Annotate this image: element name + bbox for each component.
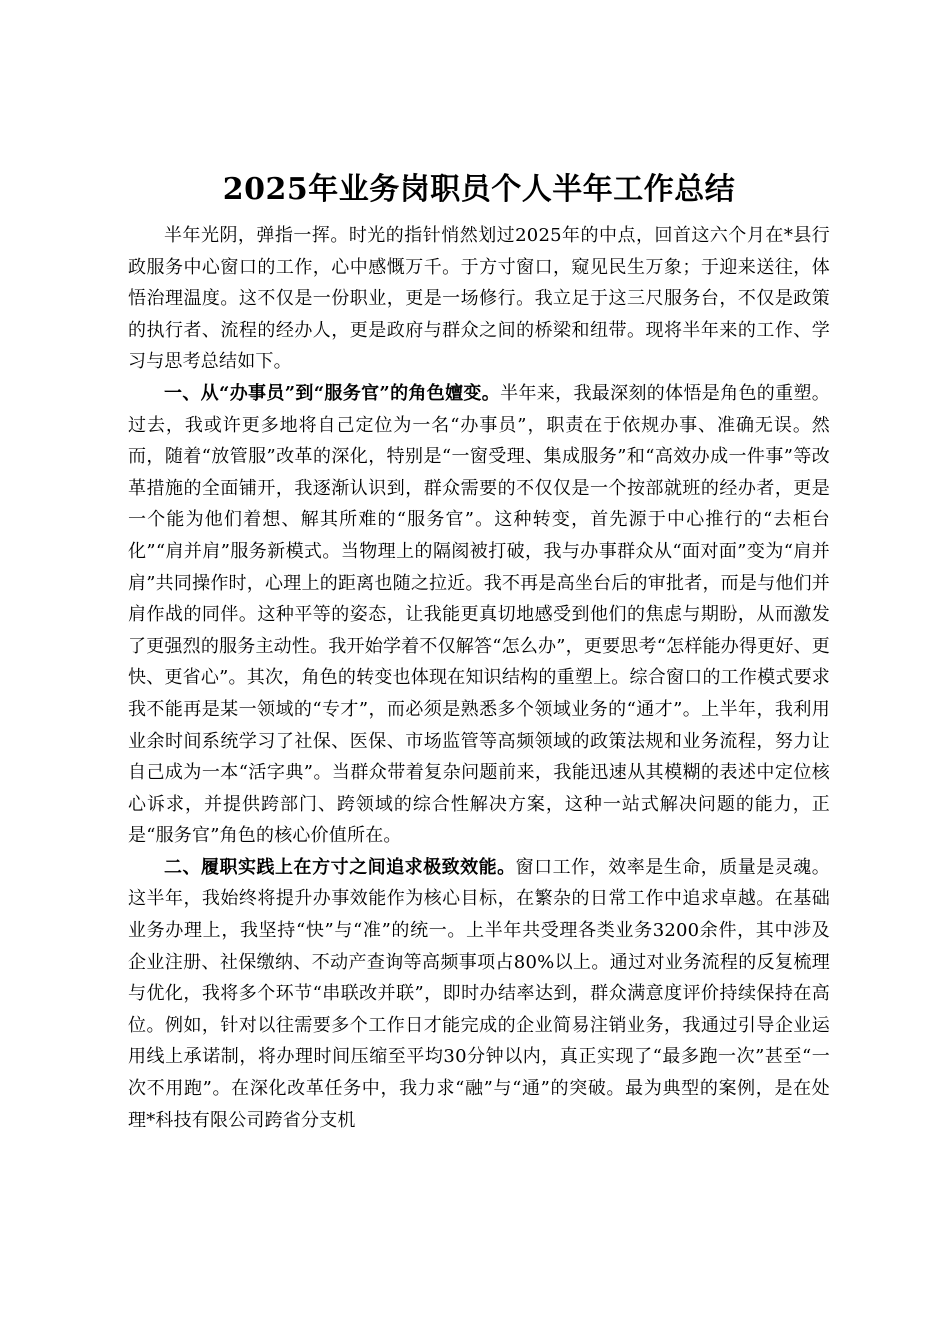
section-2-heading: 二、履职实践上在方寸之间追求极致效能。 [164, 856, 516, 878]
section-1-paragraph [128, 378, 830, 852]
section-2-paragraph [128, 852, 830, 1136]
section-1-heading: 一、从“办事员”到“服务官”的角色嬗变。 [164, 382, 501, 404]
document-title: 2025年业务岗职员个人半年工作总结 [222, 172, 736, 207]
section-2-body: 窗口工作，效率是生命，质量是灵魂。这半年，我始终将提升办事效能作为核心目标，在繁杂的日常工作中追求卓越。在基础业务办理上，我坚持“快”与“准”的统一。上半年共受理各类业务3200余件，其中涉及企业注册、社保缴纳、不动产查询等高频事项占80%以上。通过对业务流程的反复梳理与优化，我将多个环节“串联改并联”，即时办结率达到，群众满意度评价持续保持在高位。例如，针对以往需要多个工作日才能完成的企业简易注销业务，我通过引导企业运用线上承诺制，将办理时间压缩至平均30分钟以内，真正实现了“最多跑一次”甚至“一次不用跑”。在深化改革任务中，我力求“融”与“通”的突破。最为典型的案例，是在处理*科技有限公司跨省分支机 [128, 856, 830, 1131]
section-1-body: 半年来，我最深刻的体悟是角色的重塑。过去，我或许更多地将自己定位为一名“办事员”，职责在于依规办事、准确无误。然而，随着“放管服”改革的深化，特别是“一窗受理、集成服务”和“高效办成一件事”等改革措施的全面铺开，我逐渐认识到，群众需要的不仅仅是一个按部就班的经办者，更是一个能为他们着想、解其所难的“服务官”。这种转变，首先源于中心推行的“去柜台化”“肩并肩”服务新模式。当物理上的隔阂被打破，我与办事群众从“面对面”变为“肩并肩”共同操作时，心理上的距离也随之拉近。我不再是高坐台后的审批者，而是与他们并肩作战的同伴。这种平等的姿态，让我能更真切地感受到他们的焦虑与期盼，从而激发了更强烈的服务主动性。我开始学着不仅解答“怎么办”，更要思考“怎样能办得更好、更快、更省心”。其次，角色的转变也体现在知识结构的重塑上。综合窗口的工作模式要求我不能再是某一领域的“专才”，而必须是熟悉多个领域业务的“通才”。上半年，我利用业余时间系统学习了社保、医保、市场监管等高频领域的政策法规和业务流程，努力让自己成为一本“活字典”。当群众带着复杂问题前来，我能迅速从其模糊的表述中定位核心诉求，并提供跨部门、跨领域的综合性解决方案，这种一站式解决问题的能力，正是“服务官”角色的核心价值所在。 [128, 382, 830, 847]
intro-paragraph: 半年光阴，弹指一挥。时光的指针悄然划过2025年的中点，回首这六个月在*县行政服务中心窗口的工作，心中感慨万千。于方寸窗口，窥见民生万象；于迎来送往，体悟治理温度。这不仅是一份职业，更是一场修行。我立足于这三尺服务台，不仅是政策的执行者、流程的经办人，更是政府与群众之间的桥梁和纽带。现将半年来的工作、学习与思考总结如下。 [128, 225, 830, 373]
document-body [128, 166, 830, 1136]
